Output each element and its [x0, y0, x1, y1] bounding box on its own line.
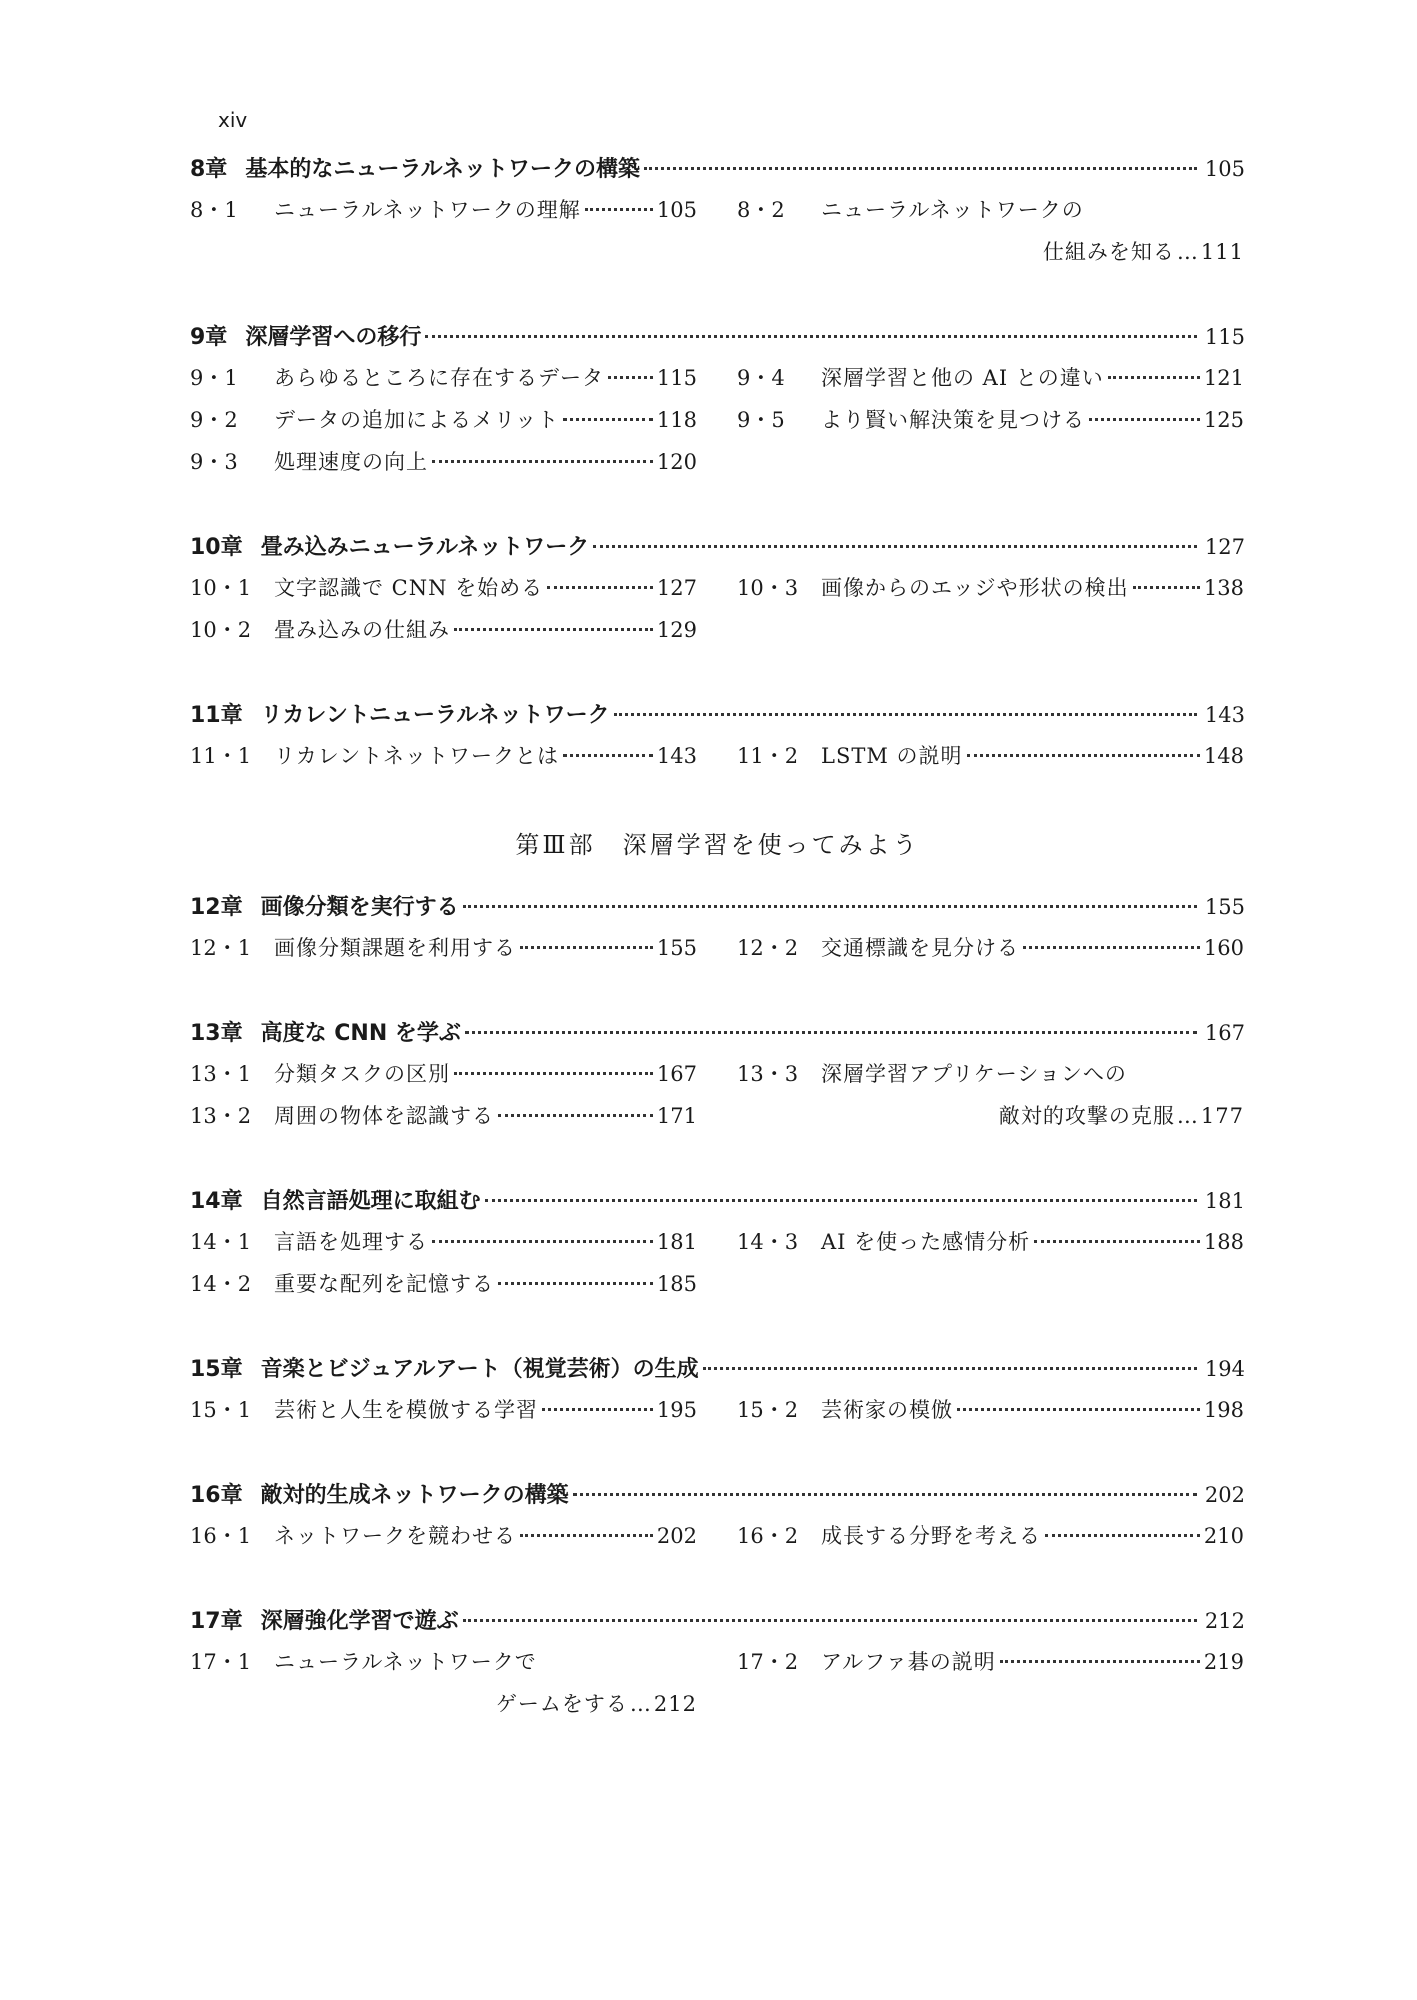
section-page-number: 155	[656, 936, 697, 960]
toc-section-entry	[737, 1058, 1244, 1100]
dot-leader	[498, 1282, 653, 1285]
section-column-right	[737, 194, 1244, 278]
toc-section-entry	[190, 740, 697, 782]
section-title: 周囲の物体を認識する	[274, 1104, 494, 1128]
section-number: 8・1	[190, 198, 238, 222]
section-title: 言語を処理する	[274, 1230, 428, 1254]
section-title: ニューラルネットワークで	[274, 1650, 537, 1674]
dot-leader	[425, 335, 1197, 338]
dot-leader	[547, 586, 653, 589]
dot-leader: …	[629, 1692, 652, 1716]
section-number: 14・2	[190, 1272, 252, 1296]
section-number: 9・5	[737, 408, 785, 432]
dot-leader	[644, 167, 1197, 170]
section-page-number: 138	[1203, 576, 1244, 600]
section-number: 12・1	[190, 936, 252, 960]
chapter-number: 8章	[190, 157, 228, 182]
section-number: 10・1	[190, 576, 252, 600]
section-title: ニューラルネットワークの理解	[274, 198, 581, 222]
dot-leader	[454, 1072, 653, 1075]
chapter-title: 画像分類を実行する	[260, 895, 459, 920]
section-number: 13・1	[190, 1062, 252, 1086]
section-title: データの追加によるメリット	[274, 408, 560, 432]
toc-chapter	[190, 698, 1245, 782]
section-number: 8・2	[737, 198, 785, 222]
dot-leader	[465, 1031, 1197, 1034]
section-page-number: 210	[1203, 1524, 1244, 1548]
dot-leader	[520, 1534, 653, 1537]
section-title-continuation: 仕組みを知る	[1042, 240, 1175, 264]
section-title: 深層学習アプリケーションへの	[821, 1062, 1127, 1086]
section-page-number: 125	[1203, 408, 1244, 432]
section-page-number: 148	[1203, 744, 1244, 768]
dot-leader	[593, 545, 1197, 548]
toc-section-entry	[190, 1520, 697, 1562]
dot-leader: …	[1176, 240, 1199, 264]
section-title: ネットワークを競わせる	[274, 1524, 516, 1548]
dot-leader	[432, 460, 653, 463]
toc-section-entry	[190, 1100, 697, 1142]
dot-leader	[1000, 1660, 1200, 1663]
section-title: 畳み込みの仕組み	[274, 618, 450, 642]
chapter-title: 深層強化学習で遊ぶ	[260, 1609, 459, 1634]
section-title-continuation: 敵対的攻撃の克服	[998, 1104, 1175, 1128]
dot-leader	[485, 1199, 1197, 1202]
section-title: 文字認識で CNN を始める	[274, 576, 544, 600]
section-page-number: 143	[656, 744, 697, 768]
toc-chapter	[190, 890, 1245, 974]
chapter-title: リカレントニューラルネットワーク	[260, 703, 610, 728]
section-number: 9・1	[190, 366, 238, 390]
dot-leader	[1045, 1534, 1200, 1537]
toc-section-entry	[737, 572, 1244, 614]
chapter-page-number: 143	[1204, 703, 1245, 727]
section-number: 10・2	[190, 618, 252, 642]
chapter-title: 畳み込みニューラルネットワーク	[260, 535, 590, 560]
toc-section-continuation	[737, 1100, 1244, 1142]
section-number: 16・1	[190, 1524, 252, 1548]
section-column-left	[190, 1226, 697, 1310]
section-title: 交通標識を見分ける	[821, 936, 1019, 960]
section-page-number: 127	[656, 576, 697, 600]
toc-chapter	[190, 152, 1245, 278]
section-columns	[190, 1646, 1245, 1730]
dot-leader	[498, 1114, 653, 1117]
toc-section-entry	[190, 1058, 697, 1100]
section-number: 13・3	[737, 1062, 799, 1086]
section-page-number: 105	[656, 198, 697, 222]
dot-leader	[608, 376, 653, 379]
section-column-left	[190, 1058, 697, 1142]
section-column-left	[190, 932, 697, 974]
section-page-number: 219	[1203, 1650, 1244, 1674]
part-heading: 第Ⅲ部 深層学習を使ってみよう	[515, 831, 920, 859]
dot-leader	[542, 1408, 653, 1411]
section-page-number: 129	[656, 618, 697, 642]
section-column-right	[737, 362, 1244, 488]
section-column-right	[737, 740, 1244, 782]
section-number: 15・2	[737, 1398, 799, 1422]
section-title: LSTM の説明	[821, 744, 963, 768]
toc-chapter	[190, 320, 1245, 488]
dot-leader	[463, 1619, 1197, 1622]
toc-section-entry	[737, 740, 1244, 782]
section-page-number: 177	[1200, 1104, 1244, 1128]
dot-leader	[563, 754, 653, 757]
section-title-continuation: ゲームをする	[495, 1692, 628, 1716]
section-number: 14・3	[737, 1230, 799, 1254]
section-columns	[190, 740, 1245, 782]
toc-chapter	[190, 1478, 1245, 1562]
chapter-title: 自然言語処理に取組む	[260, 1189, 481, 1214]
toc-chapter	[190, 530, 1245, 656]
section-column-right	[737, 572, 1244, 656]
chapter-title: 基本的なニューラルネットワークの構築	[245, 157, 640, 182]
toc-section-entry	[190, 1268, 697, 1310]
section-columns	[190, 1394, 1245, 1436]
toc-section-entry	[737, 1226, 1244, 1268]
toc-section-entry	[737, 362, 1244, 404]
toc-section-entry	[190, 614, 697, 656]
section-column-right	[737, 932, 1244, 974]
section-number: 12・2	[737, 936, 799, 960]
section-columns	[190, 932, 1245, 974]
section-column-left	[190, 1394, 697, 1436]
dot-leader	[432, 1240, 653, 1243]
dot-leader	[563, 418, 653, 421]
chapter-entry	[190, 1184, 1245, 1226]
section-title: 成長する分野を考える	[821, 1524, 1041, 1548]
section-page-number: 188	[1203, 1230, 1244, 1254]
section-title: 分類タスクの区別	[274, 1062, 450, 1086]
section-column-right	[737, 1226, 1244, 1310]
section-number: 15・1	[190, 1398, 252, 1422]
section-title: あらゆるところに存在するデータ	[274, 366, 604, 390]
table-of-contents	[190, 152, 1245, 1772]
section-number: 9・4	[737, 366, 785, 390]
section-title: リカレントネットワークとは	[274, 744, 560, 768]
chapter-number: 14章	[190, 1189, 243, 1214]
dot-leader	[614, 713, 1197, 716]
chapter-page-number: 155	[1204, 895, 1245, 919]
chapter-entry	[190, 1352, 1245, 1394]
toc-section-entry	[737, 1394, 1244, 1436]
chapter-page-number: 105	[1204, 157, 1245, 181]
section-page-number: 181	[656, 1230, 697, 1254]
section-number: 10・3	[737, 576, 799, 600]
section-number: 16・2	[737, 1524, 799, 1548]
toc-chapter	[190, 1184, 1245, 1310]
section-column-left	[190, 1520, 697, 1562]
section-column-right	[737, 1520, 1244, 1562]
section-number: 17・2	[737, 1650, 799, 1674]
section-page-number: 115	[656, 366, 697, 390]
chapter-title: 高度な CNN を学ぶ	[260, 1021, 461, 1046]
dot-leader	[1108, 376, 1200, 379]
chapter-page-number: 202	[1204, 1483, 1245, 1507]
section-column-left	[190, 194, 697, 278]
section-page-number: 120	[656, 450, 697, 474]
dot-leader	[967, 754, 1200, 757]
section-page-number: 195	[656, 1398, 697, 1422]
section-column-right	[737, 1058, 1244, 1142]
toc-section-entry	[190, 404, 697, 446]
section-columns	[190, 194, 1245, 278]
chapter-page-number: 115	[1204, 325, 1245, 349]
dot-leader	[1034, 1240, 1200, 1243]
section-title: 芸術と人生を模倣する学習	[274, 1398, 538, 1422]
toc-section-entry	[190, 1394, 697, 1436]
dot-leader	[585, 208, 653, 211]
dot-leader	[957, 1408, 1200, 1411]
section-column-left	[190, 1646, 697, 1730]
section-page-number: 212	[653, 1692, 697, 1716]
toc-section-entry	[737, 932, 1244, 974]
chapter-title: 音楽とビジュアルアート（視覚芸術）の生成	[260, 1357, 699, 1382]
section-number: 13・2	[190, 1104, 252, 1128]
section-title: アルファ碁の説明	[821, 1650, 996, 1674]
chapter-number: 10章	[190, 535, 243, 560]
chapter-entry	[190, 1604, 1245, 1646]
toc-section-entry	[190, 1646, 697, 1688]
section-number: 11・2	[737, 744, 799, 768]
dot-leader	[1023, 946, 1200, 949]
chapter-page-number: 181	[1204, 1189, 1245, 1213]
chapter-title: 敵対的生成ネットワークの構築	[260, 1483, 569, 1508]
section-page-number: 202	[656, 1524, 697, 1548]
section-columns	[190, 572, 1245, 656]
chapter-page-number: 212	[1204, 1609, 1245, 1633]
dot-leader	[703, 1367, 1197, 1370]
dot-leader	[1133, 586, 1200, 589]
chapter-entry	[190, 152, 1245, 194]
section-title: より賢い解決策を見つける	[821, 408, 1085, 432]
section-title: 芸術家の模倣	[821, 1398, 953, 1422]
chapter-number: 9章	[190, 325, 228, 350]
section-column-left	[190, 572, 697, 656]
section-column-right	[737, 1646, 1244, 1730]
section-columns	[190, 1520, 1245, 1562]
section-columns	[190, 362, 1245, 488]
chapter-entry	[190, 890, 1245, 932]
toc-chapter	[190, 1604, 1245, 1730]
section-title: 画像分類課題を利用する	[274, 936, 516, 960]
toc-section-entry	[190, 362, 697, 404]
dot-leader: …	[1176, 1104, 1199, 1128]
section-page-number: 171	[656, 1104, 697, 1128]
toc-section-entry	[190, 446, 697, 488]
chapter-page-number: 127	[1204, 535, 1245, 559]
section-columns	[190, 1226, 1245, 1310]
chapter-entry	[190, 1016, 1245, 1058]
chapter-entry	[190, 1478, 1245, 1520]
dot-leader	[573, 1493, 1197, 1496]
chapter-number: 15章	[190, 1357, 243, 1382]
section-title: ニューラルネットワークの	[821, 198, 1084, 222]
section-number: 9・2	[190, 408, 238, 432]
page-number: xiv	[218, 108, 248, 132]
section-column-right	[737, 1394, 1244, 1436]
toc-section-entry	[190, 1226, 697, 1268]
toc-section-entry	[737, 194, 1244, 236]
section-number: 9・3	[190, 450, 238, 474]
toc-section-entry	[737, 404, 1244, 446]
section-page-number: 167	[656, 1062, 697, 1086]
toc-section-continuation	[190, 1688, 697, 1730]
section-number: 17・1	[190, 1650, 252, 1674]
section-number: 11・1	[190, 744, 252, 768]
section-title: 画像からのエッジや形状の検出	[821, 576, 1129, 600]
toc-section-entry	[190, 194, 697, 236]
section-page-number: 111	[1200, 240, 1244, 264]
section-columns	[190, 1058, 1245, 1142]
chapter-number: 11章	[190, 703, 243, 728]
section-column-left	[190, 362, 697, 488]
section-page-number: 185	[656, 1272, 697, 1296]
dot-leader	[454, 628, 653, 631]
chapter-entry	[190, 530, 1245, 572]
dot-leader	[1089, 418, 1200, 421]
chapter-entry	[190, 320, 1245, 362]
section-number: 14・1	[190, 1230, 252, 1254]
toc-section-entry	[737, 1520, 1244, 1562]
section-title: 処理速度の向上	[274, 450, 428, 474]
toc-section-entry	[190, 572, 697, 614]
chapter-title: 深層学習への移行	[245, 325, 422, 350]
toc-section-entry	[190, 932, 697, 974]
section-page-number: 198	[1203, 1398, 1244, 1422]
chapter-page-number: 167	[1204, 1021, 1245, 1045]
chapter-number: 17章	[190, 1609, 243, 1634]
chapter-page-number: 194	[1204, 1357, 1245, 1381]
toc-section-continuation	[737, 236, 1244, 278]
section-page-number: 160	[1203, 936, 1244, 960]
chapter-entry	[190, 698, 1245, 740]
chapter-number: 13章	[190, 1021, 243, 1046]
dot-leader	[463, 905, 1197, 908]
chapter-number: 16章	[190, 1483, 243, 1508]
section-title: AI を使った感情分析	[821, 1230, 1031, 1254]
section-column-left	[190, 740, 697, 782]
toc-chapter	[190, 1016, 1245, 1142]
section-page-number: 118	[656, 408, 697, 432]
section-title: 深層学習と他の AI との違い	[821, 366, 1104, 390]
toc-chapter	[190, 1352, 1245, 1436]
chapter-number: 12章	[190, 895, 243, 920]
section-title: 重要な配列を記憶する	[274, 1272, 494, 1296]
section-page-number: 121	[1203, 366, 1244, 390]
dot-leader	[520, 946, 653, 949]
toc-section-entry	[737, 1646, 1244, 1688]
